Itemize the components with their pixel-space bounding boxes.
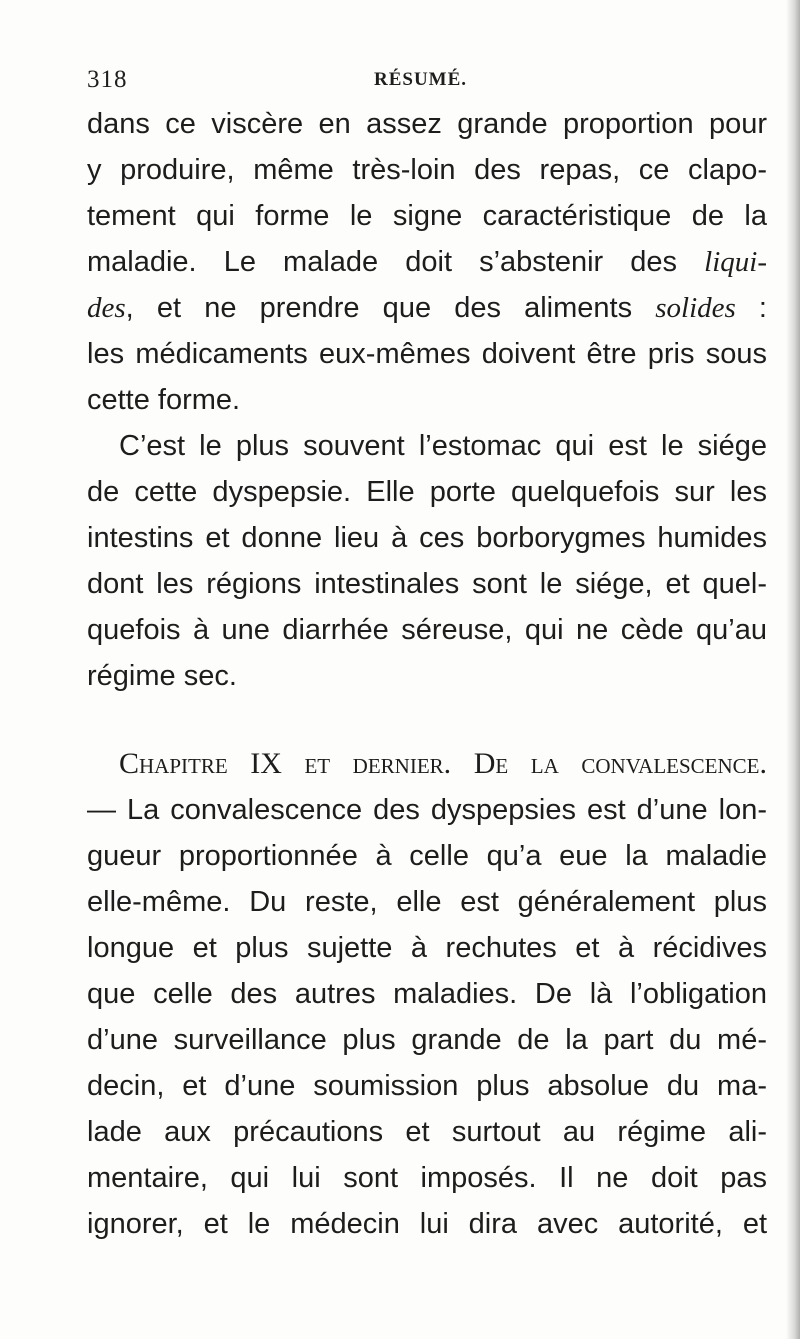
text-line: que celle des autres maladies. De là l’obligation [87,978,767,1010]
text-line: dont les régions intestinales sont le siége, et quel- [87,568,767,600]
running-title: RÉSUMÉ. [374,69,468,90]
text-segment: , et ne prendre que des aliments [125,292,656,324]
text-line [87,285,767,331]
text-line: tement qui forme le signe caractéristique de la [87,200,767,232]
text-line: les médicaments eux-mêmes doivent être pris sous [87,338,767,370]
text-line: cette forme. [87,384,241,416]
text-line: longue et plus sujette à rechutes et à récidives [87,932,767,964]
text-line: C’est le plus souvent l’estomac qui est le siége [119,430,767,462]
text-line: elle-même. Du reste, elle est généralement plus [87,886,767,918]
body-text [87,101,767,1247]
chapter-heading: Chapitre IX et dernier. De la convalescence. [119,747,767,780]
text-line: gueur proportionnée à celle qu’a eue la maladie [87,840,767,872]
page-header [87,66,767,96]
section-spacer [87,699,767,741]
text-line: dans ce viscère en assez grande proportion pour [87,108,767,140]
page-number: 318 [87,66,128,93]
text-segment: maladie. Le malade doit s’abstenir des [87,246,705,278]
text-line: ignorer, et le médecin lui dira avec autorité, et [87,1208,767,1240]
text-segment: : [735,292,767,324]
text-line: y produire, même très-loin des repas, ce clapo- [87,154,767,186]
text-line: quefois à une diarrhée séreuse, qui ne cède qu’au [87,614,767,646]
page-edge-shadow [786,0,800,1339]
text-line: — La convalescence des dyspepsies est d’une lon- [87,794,767,826]
text-line: lade aux précautions et surtout au régime ali- [87,1116,767,1148]
text-line: intestins et donne lieu à ces borborygmes humides [87,522,767,554]
text-line: de cette dyspepsie. Elle porte quelquefois sur les [87,476,767,508]
text-line: mentaire, qui lui sont imposés. Il ne doit pas [87,1162,767,1194]
text-line [87,239,767,285]
text-line: régime sec. [87,660,237,692]
text-line: decin, et d’une soumission plus absolue du ma- [87,1070,767,1102]
italic-word: liqui- [704,246,767,278]
text-line: d’une surveillance plus grande de la part du mé- [87,1024,767,1056]
italic-word: des [87,292,126,324]
italic-word: solides [655,292,736,324]
